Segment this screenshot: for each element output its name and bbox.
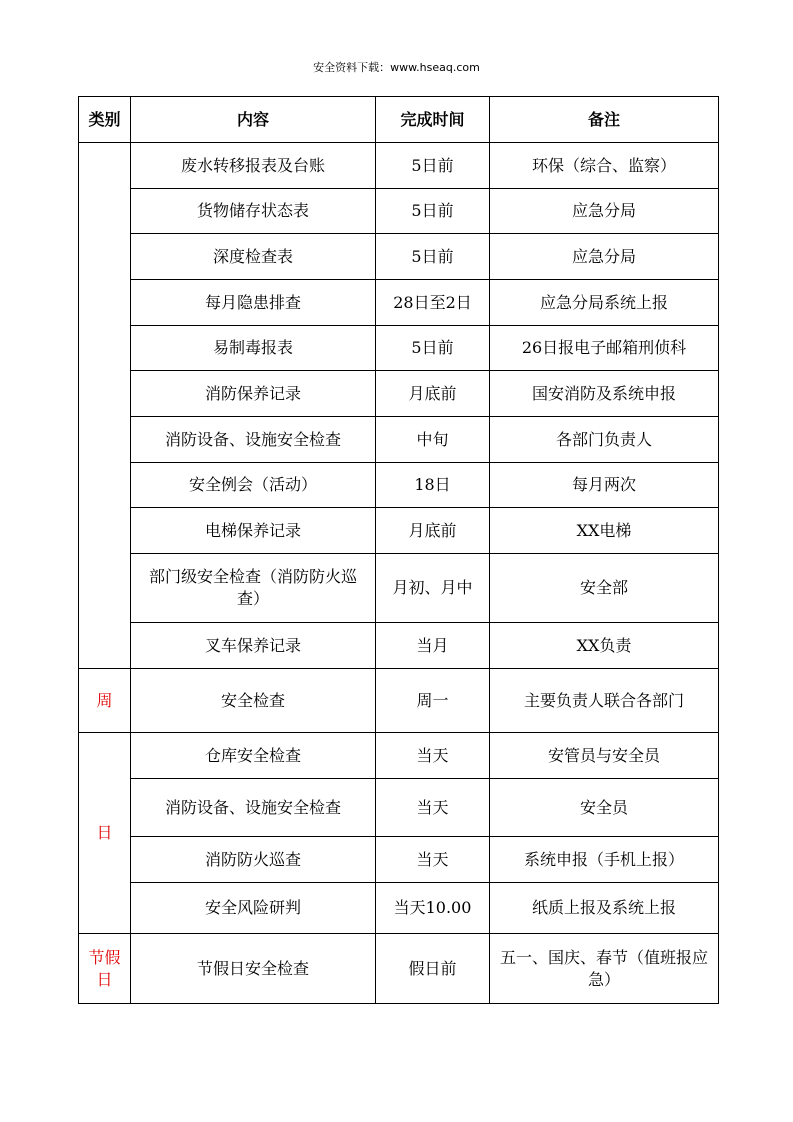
time-cell: 当月 bbox=[376, 623, 490, 669]
content-cell: 安全检查 bbox=[131, 669, 376, 733]
category-cell-day: 日 bbox=[79, 733, 131, 934]
content-cell: 安全风险研判 bbox=[131, 883, 376, 934]
table-row bbox=[79, 189, 719, 234]
note-cell: 安管员与安全员 bbox=[490, 733, 719, 779]
category-cell-week: 周 bbox=[79, 669, 131, 733]
note-cell: 主要负责人联合各部门 bbox=[490, 669, 719, 733]
table-row bbox=[79, 463, 719, 508]
note-cell: 各部门负责人 bbox=[490, 417, 719, 463]
table-row bbox=[79, 508, 719, 554]
content-cell: 易制毒报表 bbox=[131, 326, 376, 371]
content-cell: 消防设备、设施安全检查 bbox=[131, 417, 376, 463]
note-cell: 系统申报（手机上报） bbox=[490, 837, 719, 883]
table-row bbox=[79, 417, 719, 463]
table-row bbox=[79, 934, 719, 1004]
time-cell: 当天10.00 bbox=[376, 883, 490, 934]
content-cell: 每月隐患排查 bbox=[131, 280, 376, 326]
content-cell: 废水转移报表及台账 bbox=[131, 143, 376, 189]
table-row bbox=[79, 280, 719, 326]
note-cell: 应急分局系统上报 bbox=[490, 280, 719, 326]
table-row bbox=[79, 837, 719, 883]
table-row bbox=[79, 326, 719, 371]
note-cell: 应急分局 bbox=[490, 189, 719, 234]
note-cell: 国安消防及系统申报 bbox=[490, 371, 719, 417]
table-row bbox=[79, 371, 719, 417]
table-row bbox=[79, 554, 719, 623]
content-cell: 仓库安全检查 bbox=[131, 733, 376, 779]
time-cell: 周一 bbox=[376, 669, 490, 733]
note-cell: 纸质上报及系统上报 bbox=[490, 883, 719, 934]
time-cell: 假日前 bbox=[376, 934, 490, 1004]
time-cell: 当天 bbox=[376, 837, 490, 883]
time-cell: 5日前 bbox=[376, 234, 490, 280]
col-header-time: 完成时间 bbox=[376, 97, 490, 143]
note-cell: 应急分局 bbox=[490, 234, 719, 280]
table-row bbox=[79, 779, 719, 837]
time-cell: 月初、月中 bbox=[376, 554, 490, 623]
time-cell: 当天 bbox=[376, 779, 490, 837]
note-cell: XX负责 bbox=[490, 623, 719, 669]
table-row bbox=[79, 143, 719, 189]
time-cell: 月底前 bbox=[376, 371, 490, 417]
table-header-row bbox=[79, 97, 719, 143]
content-cell: 叉车保养记录 bbox=[131, 623, 376, 669]
content-cell: 节假日安全检查 bbox=[131, 934, 376, 1004]
table-row bbox=[79, 669, 719, 733]
content-cell: 深度检查表 bbox=[131, 234, 376, 280]
time-cell: 28日至2日 bbox=[376, 280, 490, 326]
table-row bbox=[79, 733, 719, 779]
content-cell: 消防防火巡查 bbox=[131, 837, 376, 883]
time-cell: 月底前 bbox=[376, 508, 490, 554]
content-cell: 电梯保养记录 bbox=[131, 508, 376, 554]
content-cell: 安全例会（活动） bbox=[131, 463, 376, 508]
category-cell-holiday: 节假日 bbox=[79, 934, 131, 1004]
content-cell: 货物储存状态表 bbox=[131, 189, 376, 234]
col-header-category: 类别 bbox=[79, 97, 131, 143]
table-row bbox=[79, 234, 719, 280]
col-header-note: 备注 bbox=[490, 97, 719, 143]
site-header: 安全资料下载：www.hseaq.com bbox=[313, 61, 480, 74]
note-cell: 五一、国庆、春节（值班报应急） bbox=[490, 934, 719, 1004]
schedule-table bbox=[78, 96, 719, 1004]
time-cell: 5日前 bbox=[376, 143, 490, 189]
table-row bbox=[79, 883, 719, 934]
time-cell: 当天 bbox=[376, 733, 490, 779]
note-cell: 安全员 bbox=[490, 779, 719, 837]
category-cell-month bbox=[79, 143, 131, 669]
time-cell: 中旬 bbox=[376, 417, 490, 463]
note-cell: 26日报电子邮箱刑侦科 bbox=[490, 326, 719, 371]
content-cell: 部门级安全检查（消防防火巡查） bbox=[131, 554, 376, 623]
note-cell: 环保（综合、监察） bbox=[490, 143, 719, 189]
time-cell: 5日前 bbox=[376, 326, 490, 371]
note-cell: XX电梯 bbox=[490, 508, 719, 554]
col-header-content: 内容 bbox=[131, 97, 376, 143]
table-row bbox=[79, 623, 719, 669]
time-cell: 18日 bbox=[376, 463, 490, 508]
note-cell: 安全部 bbox=[490, 554, 719, 623]
time-cell: 5日前 bbox=[376, 189, 490, 234]
content-cell: 消防保养记录 bbox=[131, 371, 376, 417]
content-cell: 消防设备、设施安全检查 bbox=[131, 779, 376, 837]
note-cell: 每月两次 bbox=[490, 463, 719, 508]
